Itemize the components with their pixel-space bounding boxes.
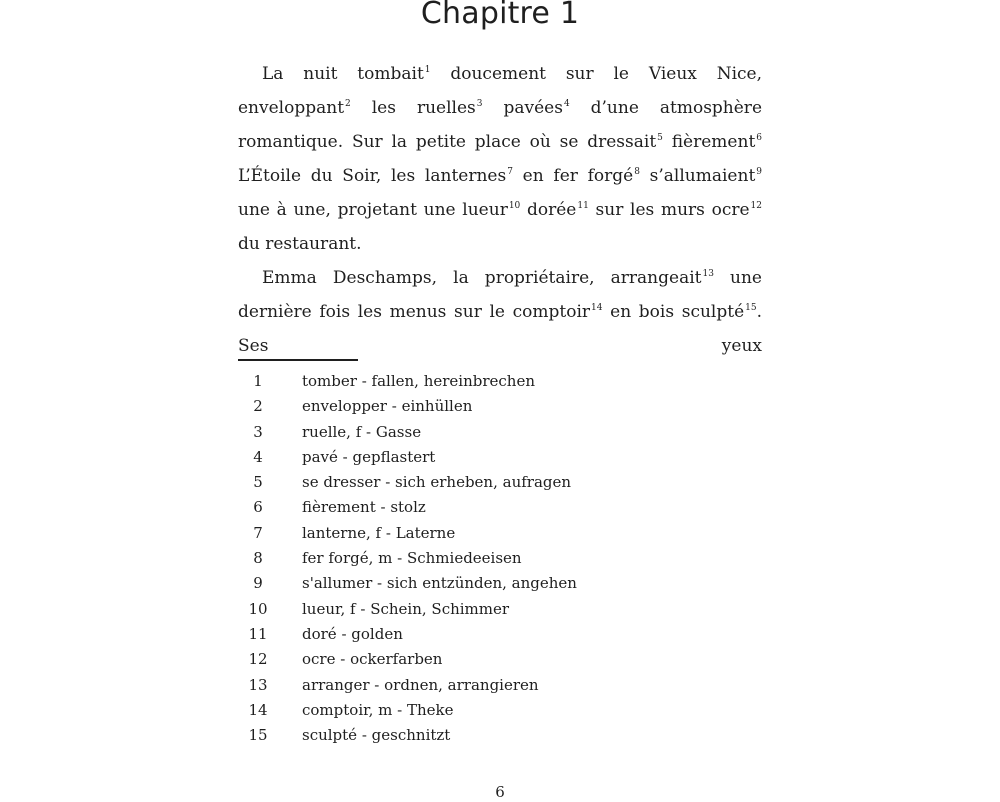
footnote-text: s'allumer - sich entzünden, angehen	[302, 574, 577, 593]
footnote-reference: 5	[657, 133, 663, 143]
footnote-text: fer forgé, m - Schmiedeeisen	[302, 549, 522, 568]
footnote-list	[238, 369, 738, 748]
footnote-number: 9	[253, 574, 263, 593]
paragraph-text: en fer forgé	[512, 166, 634, 186]
footnote-number: 15	[248, 726, 268, 745]
paragraph-text: les ruelles	[350, 98, 476, 118]
footnote-item	[238, 571, 738, 596]
footnote-item	[238, 445, 738, 470]
footnote-text: sculpté - geschnitzt	[302, 726, 451, 745]
footnote-item	[238, 698, 738, 723]
footnote-reference: 6	[756, 133, 763, 143]
footnote-item	[238, 723, 738, 748]
footnote-text: arranger - ordnen, arrangieren	[302, 675, 539, 694]
footnote-text: lueur, f - Schein, Schimmer	[302, 599, 510, 618]
footnote-text: ocre - ockerfarben	[302, 650, 443, 669]
footnote-item	[238, 597, 738, 622]
paragraph-text: La nuit tombait	[262, 64, 424, 84]
paragraph-text: Emma Deschamps, la propriétaire, arrangeait	[262, 268, 702, 288]
footnote-item	[238, 470, 738, 495]
paragraph-text: . Ses yeux	[238, 302, 762, 356]
footnote-reference: 14	[591, 303, 603, 313]
footnote-reference: 11	[577, 201, 589, 211]
footnote-reference: 2	[345, 99, 351, 109]
footnote-reference: 12	[750, 201, 762, 211]
footnote-reference: 7	[507, 167, 513, 177]
footnote-number: 6	[253, 498, 263, 517]
footnote-text: doré - golden	[302, 624, 403, 643]
footnote-text: fièrement - stolz	[302, 498, 426, 517]
body-text	[238, 57, 762, 363]
paragraph	[238, 261, 762, 363]
footnote-item	[238, 495, 738, 520]
footnote-item	[238, 521, 738, 546]
paragraph-text: doucement sur le Vieux Nice, enveloppant	[238, 64, 763, 118]
footnote-number: 1	[253, 372, 263, 390]
footnote-text: ruelle, f - Gasse	[302, 422, 422, 441]
paragraph-text: du restaurant.	[238, 234, 362, 254]
footnote-number: 14	[248, 700, 268, 719]
footnote-number: 3	[253, 422, 263, 441]
paragraph-text: s’allumaient	[639, 166, 756, 186]
footnote-number: 13	[248, 675, 268, 694]
footnote-number: 4	[253, 447, 263, 466]
footnote-item	[238, 546, 738, 571]
paragraph-text: une dernière fois les menus sur le comptoir	[238, 268, 762, 322]
footnote-text: envelopper - einhüllen	[302, 397, 473, 416]
footnote-number: 8	[253, 549, 263, 568]
footnote-separator	[238, 359, 358, 361]
footnote-number: 5	[253, 473, 263, 492]
footnote-item	[238, 647, 738, 672]
footnote-text: lanterne, f - Laterne	[302, 523, 456, 542]
footnote-reference: 8	[634, 167, 640, 177]
paragraph-text: fièrement	[662, 132, 756, 152]
chapter-title: Chapitre 1	[420, 0, 580, 31]
footnote-number: 12	[248, 650, 268, 669]
footnote-item	[238, 622, 738, 647]
footnote-item	[238, 394, 738, 419]
footnote-number: 7	[253, 523, 263, 542]
paragraph-text: sur les murs ocre	[588, 200, 750, 220]
footnote-text: se dresser - sich erheben, aufragen	[302, 473, 572, 492]
footnote-number: 10	[248, 599, 268, 618]
paragraph-text: pavées	[482, 98, 563, 118]
footnote-reference: 9	[756, 167, 763, 177]
paragraph-text: une à une, projetant une lueur	[238, 200, 508, 220]
paragraph-text: d’une atmosphère romantique. Sur la petite place où se dressait	[238, 98, 762, 152]
footnote-item	[238, 369, 738, 394]
footnote-item	[238, 673, 738, 698]
paragraph-text: L’Étoile du Soir, les lanternes	[238, 166, 507, 186]
paragraph-text: en bois sculpté	[602, 302, 745, 322]
footnote-reference: 10	[508, 201, 521, 211]
footnote-reference: 13	[702, 269, 714, 279]
page-number: 6	[495, 783, 505, 801]
footnote-text: tomber - fallen, hereinbrechen	[302, 372, 535, 390]
paragraph-text: dorée	[520, 200, 577, 220]
footnote-number: 2	[253, 397, 263, 416]
paragraph	[238, 57, 762, 261]
footnote-reference: 4	[563, 99, 570, 109]
footnote-reference: 3	[476, 99, 483, 109]
footnote-reference: 1	[424, 65, 431, 75]
footnote-item	[238, 420, 738, 445]
footnote-number: 11	[248, 624, 268, 643]
footnote-text: comptoir, m - Theke	[302, 700, 454, 719]
footnote-reference: 15	[745, 303, 757, 313]
footnote-text: pavé - gepflastert	[302, 447, 436, 466]
